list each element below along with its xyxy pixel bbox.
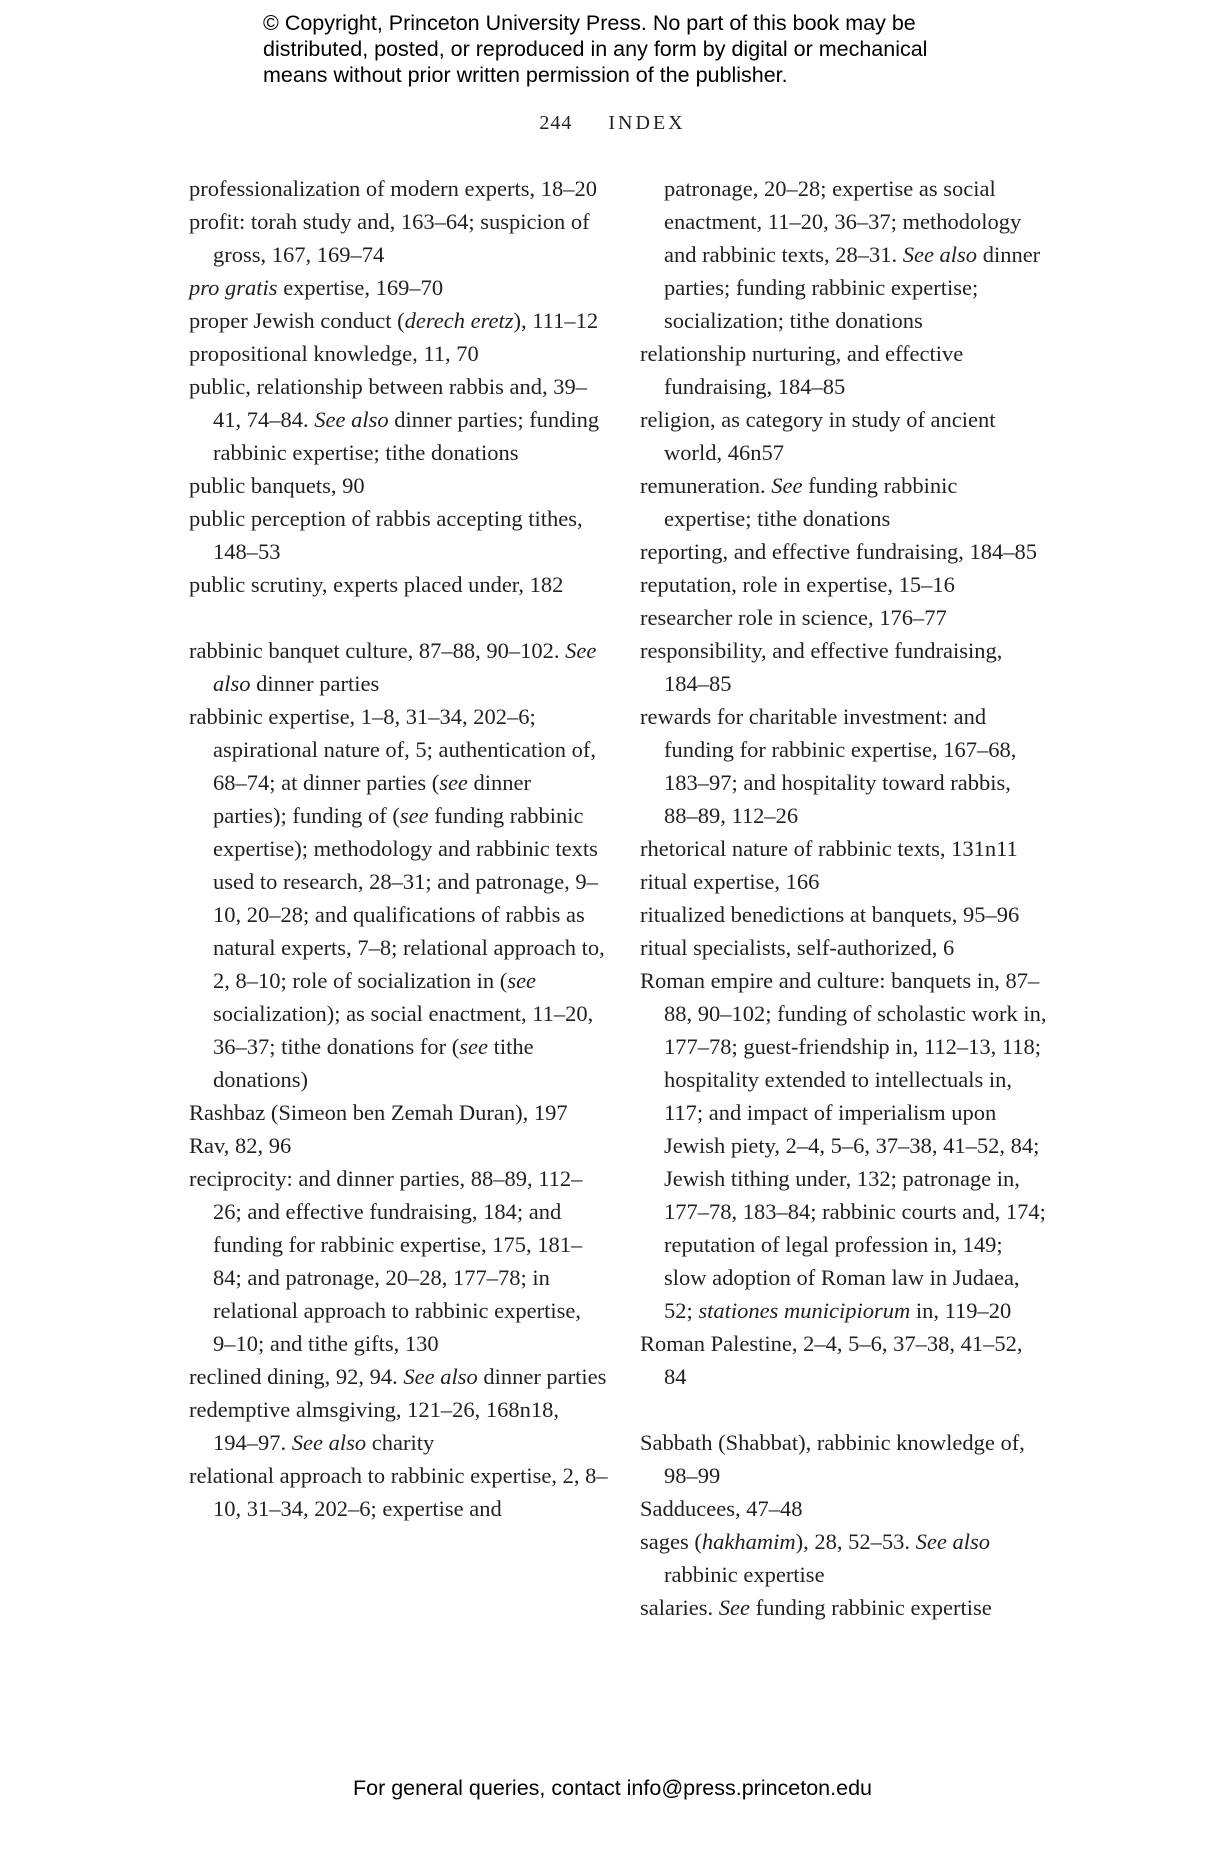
index-entry-italic: See also (403, 1364, 478, 1389)
index-entry-text: tithe donations) (213, 1034, 534, 1092)
copyright-notice (263, 10, 1023, 88)
index-entry-text: public, relationship between rabbis and, 39–41, 74–84. (189, 374, 588, 432)
index-entry-italic: See also (902, 242, 978, 267)
copyright-line: © Copyright, Princeton University Press. No part of this book may be (263, 11, 916, 35)
index-entry-text: dinner parties (477, 1364, 607, 1389)
index-entry: ritual specialists, self-authorized, 6 (640, 935, 955, 960)
copyright-line: means without prior written permission of the publisher. (263, 63, 788, 87)
index-entry: reputation, role in expertise, 15–16 (640, 572, 955, 597)
page-number: 244 (539, 112, 573, 134)
index-entry-text: sages ( (640, 1529, 702, 1554)
index-entry: Sadducees, 47–48 (640, 1496, 803, 1521)
index-entry: relational approach to rabbinic expertise, 2, 8–10, 31–34, 202–6; expertise and (189, 1463, 608, 1521)
index-entry (189, 1393, 609, 1459)
index-entry-italic: See also (213, 638, 597, 696)
index-entry: Rav, 82, 96 (189, 1133, 292, 1158)
index-entry-text: remuneration. (640, 473, 772, 498)
index-entry: religion, as category in study of ancient world, 46n57 (640, 407, 996, 465)
index-entry: ritualized benedictions at banquets, 95–96 (640, 902, 1020, 927)
index-entry-italic: see (507, 968, 537, 993)
index-entry: profit: torah study and, 163–64; suspicion of gross, 167, 169–74 (189, 209, 590, 267)
index-entry-text: ), 111–12 (513, 308, 599, 333)
index-entry-italic: derech eretz (404, 308, 514, 333)
index-entry: propositional knowledge, 11, 70 (189, 341, 479, 366)
index-entry: reciprocity: and dinner parties, 88–89, 112–26; and effective fundraising, 184; and funding for rabbinic expertise, 175, 181–84; and patronage, 20–28, 177–78; in relational approach to rabbinic expertise, 9–10; and tithe gifts, 130 (189, 1166, 583, 1356)
index-entry-text: funding rabbinic expertise; tithe donations (664, 473, 958, 531)
footer-contact: For general queries, contact info@press.princeton.edu (352, 1776, 872, 1800)
index-entry: responsibility, and effective fundraising, 184–85 (640, 638, 1003, 696)
index-entry-text: Roman empire and culture: banquets in, 87–88, 90–102; funding of scholastic work in, 177–78; guest-friendship in, 112–13, 118; hospitality extended to intellectuals in, 117; and impact of imperialism upon Jewish piety, 2–4, 5–6, 37–38, 41–52, 84; Jewish tithing under, 132; patronage in, 177–78, 183–84; rabbinic courts and, 174; reputation of legal profession in, 149; slow adoption of Roman law in Judaea, 52; (640, 968, 1047, 1323)
index-entry (189, 700, 609, 1096)
index-entry-continued (640, 172, 1050, 337)
letter-group-gap (640, 1393, 1050, 1426)
index-entry (189, 1360, 609, 1393)
index-column-right (640, 172, 1050, 1624)
index-entry-text: dinner parties; funding rabbinic expertise; socialization; tithe donations (664, 242, 1041, 333)
index-entry: rhetorical nature of rabbinic texts, 131n11 (640, 836, 1018, 861)
index-entry-text: salaries. (640, 1595, 719, 1620)
index-entry (640, 964, 1050, 1327)
index-entry: ritual expertise, 166 (640, 869, 820, 894)
index-entry (640, 1525, 1050, 1591)
index-entry-text: funding rabbinic expertise (749, 1595, 992, 1620)
page-title: INDEX (608, 112, 686, 134)
index-entry-text: rabbinic expertise, 1–8, 31–34, 202–6; aspirational nature of, 5; authentication of, 68–74; at dinner parties ( (189, 704, 596, 795)
index-entry-italic: stationes municipiorum (698, 1298, 911, 1323)
index-entry (640, 469, 1050, 535)
index-entry: rewards for charitable investment: and funding for rabbinic expertise, 167–68, 183–97; and hospitality toward rabbis, 88–89, 112–26 (640, 704, 1017, 828)
index-entry: Rashbaz (Simeon ben Zemah Duran), 197 (189, 1100, 568, 1125)
index-entry: professionalization of modern experts, 18–20 (189, 176, 598, 201)
index-entry-italic: see (459, 1034, 488, 1059)
index-entry: relationship nurturing, and effective fundraising, 184–85 (640, 341, 964, 399)
index-entry: researcher role in science, 176–77 (640, 605, 947, 630)
index-entry-text: funding rabbinic expertise); methodology and rabbinic texts used to research, 28–31; and patronage, 9–10, 20–28; and qualifications of rabbis as natural experts, 7–8; relational approach to, 2, 8–10; role of socialization in ( (213, 803, 605, 993)
index-entry: public banquets, 90 (189, 473, 365, 498)
index-entry (640, 1591, 1050, 1624)
index-entry-italic: See also (915, 1529, 990, 1554)
index-entry-italic: See (771, 473, 803, 498)
running-head (0, 112, 1225, 135)
index-entry-text: redemptive almsgiving, 121–26, 168n18, 194–97. (189, 1397, 559, 1455)
index-entry-italic: see (399, 803, 429, 828)
index-entry-text: ), 28, 52–53. (795, 1529, 916, 1554)
copyright-line: distributed, posted, or reproduced in any form by digital or mechanical (263, 37, 928, 61)
index-entry-italic: See (718, 1595, 750, 1620)
index-entry (189, 370, 609, 469)
index-entry (189, 634, 609, 700)
index-entry: Sabbath (Shabbat), rabbinic knowledge of, 98–99 (640, 1430, 1025, 1488)
index-entry: reporting, and effective fundraising, 184–85 (640, 539, 1037, 564)
index-entry-text: dinner parties); funding of ( (213, 770, 532, 828)
index-entry: public scrutiny, experts placed under, 182 (189, 572, 564, 597)
index-entry: Roman Palestine, 2–4, 5–6, 37–38, 41–52, 84 (640, 1331, 1023, 1389)
index-entry-text: charity (366, 1430, 435, 1455)
index-entry (189, 271, 609, 304)
letter-group-gap (189, 601, 609, 634)
index-entry-italic: See also (314, 407, 389, 432)
index-entry: public perception of rabbis accepting tithes, 148–53 (189, 506, 583, 564)
index-entry-text: proper Jewish conduct ( (189, 308, 405, 333)
index-entry-italic: hakhamim (701, 1529, 796, 1554)
index-entry (189, 304, 609, 337)
index-entry-italic: see (439, 770, 468, 795)
index-entry-text: dinner parties (250, 671, 380, 696)
index-entry-text: patronage, 20–28; expertise as social enactment, 11–20, 36–37; methodology and rabbinic texts, 28–31. (664, 176, 1022, 267)
index-entry-text: in, 119–20 (910, 1298, 1012, 1323)
index-entry-text: reclined dining, 92, 94. (189, 1364, 404, 1389)
index-entry-text: rabbinic expertise (664, 1562, 825, 1587)
index-column-left (189, 172, 609, 1525)
index-entry-text: rabbinic banquet culture, 87–88, 90–102. (189, 638, 566, 663)
index-entry-italic: See also (291, 1430, 367, 1455)
index-entry-text: socialization); as social enactment, 11–20, 36–37; tithe donations for ( (213, 1001, 594, 1059)
index-entry-italic: pro gratis (189, 275, 278, 300)
index-entry-text: dinner parties; funding rabbinic expertise; tithe donations (213, 407, 600, 465)
index-entry-text: expertise, 169–70 (277, 275, 444, 300)
